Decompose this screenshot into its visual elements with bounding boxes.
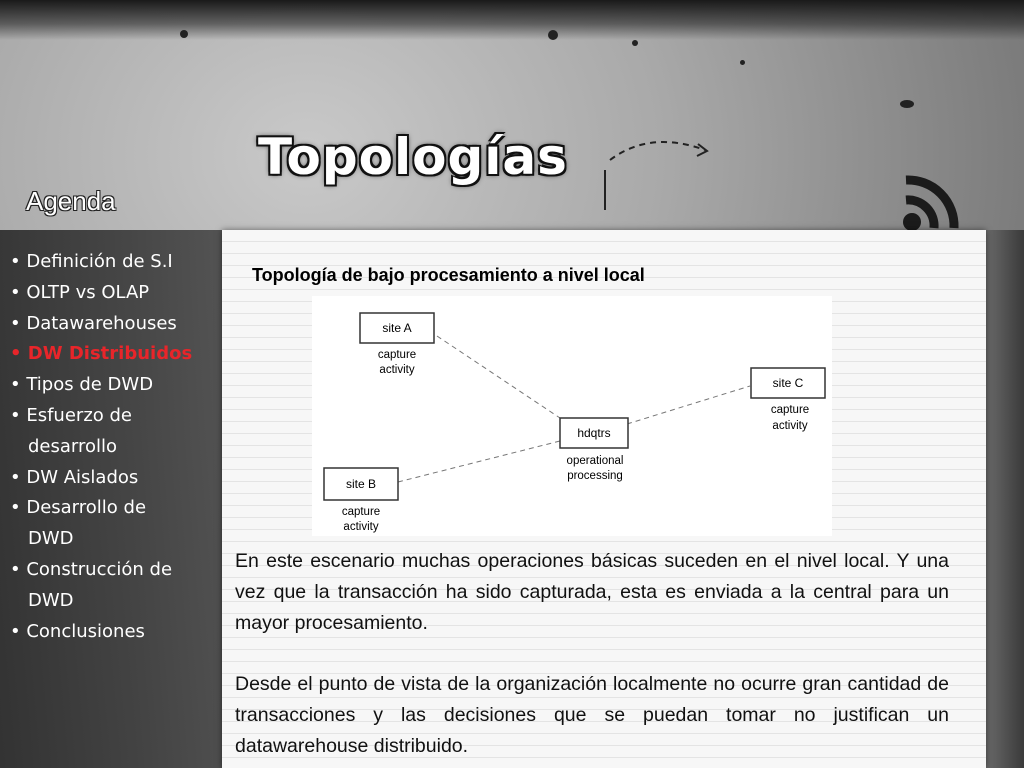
agenda-item-label: Definición de S.I bbox=[26, 251, 173, 272]
agenda-item-continuation: desarrollo bbox=[28, 435, 118, 457]
agenda-item[interactable]: • DW Distribuidos bbox=[10, 343, 193, 365]
agenda-item-label: DW Distribuidos bbox=[27, 343, 193, 365]
agenda-item[interactable]: • Esfuerzo de bbox=[10, 404, 132, 426]
grunge-right-border bbox=[985, 230, 1024, 768]
grunge-top-border bbox=[0, 0, 1024, 40]
agenda-item-label: Tipos de DWD bbox=[26, 374, 154, 396]
ink-splatter bbox=[180, 30, 188, 38]
node-site-a-caption: capture bbox=[377, 349, 417, 361]
agenda-item-label: Desarrollo de bbox=[26, 497, 147, 519]
agenda-item-label: Conclusiones bbox=[26, 620, 145, 642]
node-site-c-caption: activity bbox=[772, 420, 808, 432]
node-site-a-label: site A bbox=[382, 321, 412, 335]
node-hdqtrs-label: hdqtrs bbox=[577, 426, 611, 440]
node-site-b-caption: activity bbox=[343, 521, 379, 533]
node-hdqtrs-caption: operational bbox=[566, 455, 624, 467]
node-hdqtrs bbox=[560, 418, 628, 482]
node-site-c-caption: capture bbox=[770, 404, 810, 416]
sketch-arrow-icon bbox=[600, 120, 720, 210]
agenda-item[interactable]: • Desarrollo de bbox=[10, 497, 147, 519]
agenda-item[interactable]: • DW Aislados bbox=[10, 466, 139, 488]
node-site-c bbox=[751, 368, 825, 432]
node-site-b-caption: capture bbox=[341, 506, 381, 518]
agenda-heading: Agenda bbox=[26, 186, 116, 216]
ink-splatter bbox=[900, 100, 914, 108]
agenda-item[interactable]: • OLTP vs OLAP bbox=[10, 281, 150, 303]
body-paragraph-2: Desde el punto de vista de la organización localmente no ocurre gran cantidad de transacciones y las decisiones que se puedan tomar no justifican un datawarehouse distribuido. bbox=[235, 673, 949, 757]
agenda-item[interactable]: • Conclusiones bbox=[10, 620, 145, 642]
rss-icon bbox=[898, 170, 968, 234]
node-hdqtrs-caption: processing bbox=[567, 470, 623, 482]
agenda-list bbox=[10, 247, 192, 647]
agenda-item-label: Construcción de bbox=[26, 558, 173, 580]
agenda-item[interactable]: • Datawarehouses bbox=[10, 312, 177, 334]
node-site-b-label: site B bbox=[345, 477, 377, 491]
topology-diagram bbox=[312, 296, 832, 536]
agenda-item[interactable]: • Tipos de DWD bbox=[10, 374, 154, 396]
agenda-item-label: DW Aislados bbox=[26, 466, 139, 488]
node-site-b bbox=[324, 468, 398, 533]
content-subtitle: Topología de bajo procesamiento a nivel local bbox=[252, 265, 645, 285]
agenda-item-continuation: DWD bbox=[28, 528, 74, 550]
slide-title: Topologías bbox=[258, 128, 568, 186]
node-site-a-caption: activity bbox=[379, 364, 415, 376]
node-site-a bbox=[360, 313, 434, 376]
ink-splatter bbox=[548, 30, 558, 40]
agenda-item[interactable]: • Construcción de bbox=[10, 558, 173, 580]
agenda-item-label: Datawarehouses bbox=[26, 312, 177, 334]
body-paragraph-1: En este escenario muchas operaciones básicas suceden en el nivel local. Y una vez que la transacción ha sido capturada, esta es enviada a la central para un mayor procesamiento. bbox=[235, 550, 949, 634]
ink-splatter bbox=[740, 60, 745, 65]
node-site-c-label: site C bbox=[772, 376, 804, 390]
agenda-item-label: OLTP vs OLAP bbox=[26, 281, 150, 303]
ink-splatter bbox=[632, 40, 638, 46]
agenda-item-continuation: DWD bbox=[28, 589, 74, 611]
agenda-item[interactable]: • Definición de S.I bbox=[10, 251, 173, 272]
agenda-item-label: Esfuerzo de bbox=[26, 404, 132, 426]
